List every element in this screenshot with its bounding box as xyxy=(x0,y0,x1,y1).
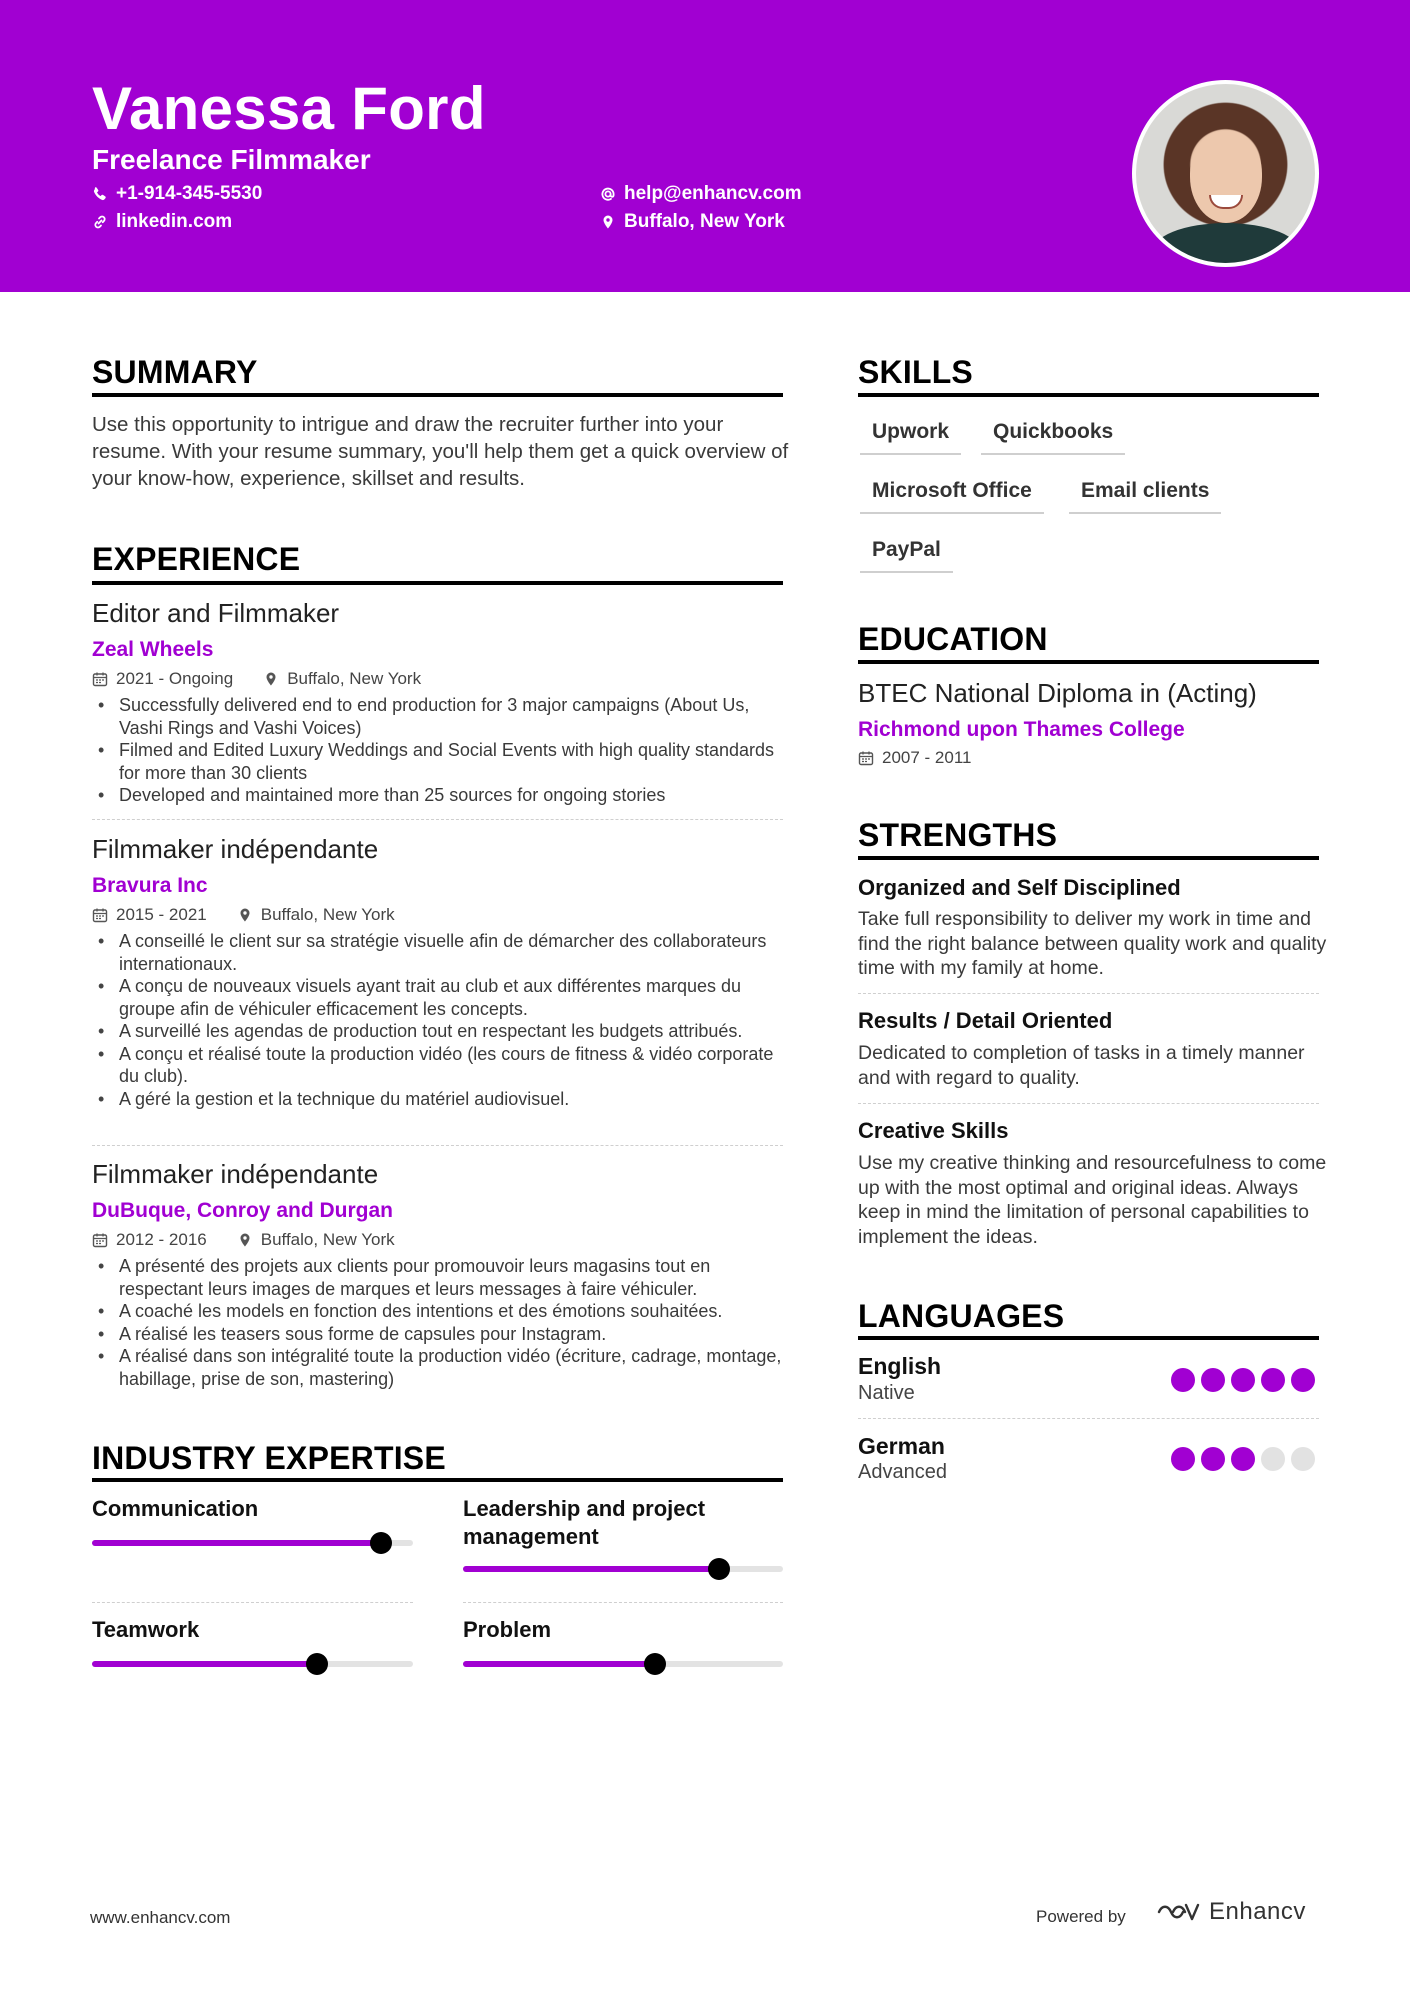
list-item: • A géré la gestion et la technique du matériel audiovisuel. xyxy=(92,1088,792,1111)
rating-dot-filled xyxy=(1201,1368,1225,1392)
summary-heading: SUMMARY xyxy=(92,354,258,390)
calendar-icon xyxy=(92,1232,108,1248)
education-degree: BTEC National Diploma in (Acting) xyxy=(858,678,1257,708)
education-dates: 2007 - 2011 xyxy=(882,748,972,767)
company-name: DuBuque, Conroy and Durgan xyxy=(92,1199,393,1222)
divider xyxy=(858,1418,1319,1419)
job-title: Filmmaker indépendante xyxy=(92,1159,379,1189)
skill-tag: PayPal xyxy=(860,538,953,573)
email-text: help@enhancv.com xyxy=(624,183,802,204)
portrait-image xyxy=(1136,84,1315,263)
expertise-bar-knob xyxy=(708,1558,730,1580)
expertise-bar-knob xyxy=(306,1653,328,1675)
language-level: Advanced xyxy=(858,1461,947,1483)
language-level: Native xyxy=(858,1382,915,1404)
footer-url[interactable]: www.enhancv.com xyxy=(90,1908,231,1927)
phone-text: +1-914-345-5530 xyxy=(116,183,263,204)
job-location: Buffalo, New York xyxy=(260,1230,395,1249)
job-location: Buffalo, New York xyxy=(260,905,395,924)
expertise-bar-knob xyxy=(644,1653,666,1675)
list-item: • A coaché les models en fonction des intentions et des émotions souhaitées. xyxy=(92,1300,792,1323)
calendar-icon xyxy=(858,750,874,766)
rating-dot-filled xyxy=(1291,1368,1315,1392)
profile-photo xyxy=(1132,80,1319,267)
phone-icon xyxy=(92,186,108,202)
job-dates: 2021 - Ongoing xyxy=(116,669,234,688)
experience-heading: EXPERIENCE xyxy=(92,541,301,577)
email-contact[interactable] xyxy=(600,183,802,205)
expertise-label: Problem xyxy=(463,1617,552,1642)
rating-dot-filled xyxy=(1231,1447,1255,1471)
list-item: • Successfully delivered end to end production for 3 major campaigns (About Us, Vashi Rings and Vashi Voices) xyxy=(92,694,792,739)
enhancv-logo-icon xyxy=(1155,1899,1201,1925)
rating-dot-filled xyxy=(1171,1368,1195,1392)
job-title: Editor and Filmmaker xyxy=(92,598,340,628)
expertise-bar-fill xyxy=(92,1540,381,1546)
portrait-face xyxy=(1190,131,1262,223)
strength-text: Take full responsibility to deliver my work in time and find the right balance between quality work and quality time with my family at home. xyxy=(858,908,1327,979)
job-title: Filmmaker indépendante xyxy=(92,834,379,864)
language-rating xyxy=(1171,1447,1315,1471)
expertise-label: Leadership and project management xyxy=(463,1496,706,1549)
job-bullets xyxy=(92,694,792,807)
expertise-bar-knob xyxy=(370,1532,392,1554)
linkedin-contact[interactable] xyxy=(92,211,232,233)
calendar-icon xyxy=(92,907,108,923)
language-name: English xyxy=(858,1353,942,1379)
strengths-heading: STRENGTHS xyxy=(858,817,1058,853)
rating-dot-filled xyxy=(1261,1368,1285,1392)
header-banner xyxy=(0,0,1410,292)
location-contact xyxy=(600,211,785,233)
strengths-rule xyxy=(858,856,1319,860)
divider xyxy=(463,1602,783,1603)
link-icon xyxy=(92,214,108,230)
list-item: • A conseillé le client sur sa stratégie visuelle afin de démarcher des collaborateurs internationaux. xyxy=(92,930,792,975)
job-bullets xyxy=(92,1255,792,1390)
expertise-bar-fill xyxy=(463,1661,655,1667)
languages-heading: LANGUAGES xyxy=(858,1298,1065,1334)
company-name: Bravura Inc xyxy=(92,874,208,897)
rating-dot-empty xyxy=(1261,1447,1285,1471)
rating-dot-filled xyxy=(1231,1368,1255,1392)
education-meta xyxy=(858,748,971,768)
divider xyxy=(92,819,783,820)
phone-contact[interactable] xyxy=(92,183,262,205)
experience-rule xyxy=(92,581,783,585)
list-item: • Filmed and Edited Luxury Weddings and Social Events with high quality standards for more than 30 clients xyxy=(92,739,792,784)
list-item: • A conçu de nouveaux visuels ayant trait au club et aux différentes marques du groupe afin de véhiculer efficacement les concepts. xyxy=(92,975,792,1020)
summary-rule xyxy=(92,393,783,397)
list-item: • A surveillé les agendas de production tout en respectant les budgets attribués. xyxy=(92,1020,792,1043)
rating-dot-empty xyxy=(1291,1447,1315,1471)
language-rating xyxy=(1171,1368,1315,1392)
education-rule xyxy=(858,660,1319,664)
expertise-label: Communication xyxy=(92,1496,259,1521)
list-item: • Developed and maintained more than 25 sources for ongoing stories xyxy=(92,784,792,807)
strength-title: Results / Detail Oriented xyxy=(858,1008,1113,1033)
job-meta xyxy=(92,669,421,689)
strength-title: Creative Skills xyxy=(858,1118,1009,1143)
company-name: Zeal Wheels xyxy=(92,638,214,661)
list-item: • A conçu et réalisé toute la production vidéo (les cours de fitness & vidéo corporate du club). xyxy=(92,1043,792,1088)
location-pin-icon xyxy=(237,1232,253,1248)
divider xyxy=(858,1103,1319,1104)
job-dates: 2015 - 2021 xyxy=(116,905,207,924)
calendar-icon xyxy=(92,671,108,687)
list-item: • A réalisé dans son intégralité toute la production vidéo (écriture, cadrage, montage, habillage, prise de son, mastering) xyxy=(92,1345,792,1390)
location-pin-icon xyxy=(237,907,253,923)
expertise-rule xyxy=(92,1478,783,1482)
expertise-bar-fill xyxy=(92,1661,317,1667)
expertise-label: Teamwork xyxy=(92,1617,200,1642)
list-item: • A réalisé les teasers sous forme de capsules pour Instagram. xyxy=(92,1323,792,1346)
rating-dot-filled xyxy=(1201,1447,1225,1471)
divider xyxy=(92,1145,783,1146)
strength-text: Use my creative thinking and resourcefulness to come up with the most optimal and original ideas. Always keep in mind the limitation of personal capabilities to implement the ideas. xyxy=(858,1152,1327,1248)
strength-title: Organized and Self Disciplined xyxy=(858,875,1181,900)
languages-rule xyxy=(858,1336,1319,1340)
candidate-title: Freelance Filmmaker xyxy=(92,144,371,175)
skill-tag: Email clients xyxy=(1069,479,1221,514)
skill-tag: Microsoft Office xyxy=(860,479,1044,514)
brand-logo[interactable] xyxy=(1155,1898,1306,1926)
expertise-bar xyxy=(92,1540,413,1546)
powered-by-label: Powered by xyxy=(1036,1907,1126,1926)
brand-name: Enhancv xyxy=(1209,1898,1306,1925)
location-text: Buffalo, New York xyxy=(624,211,785,232)
job-bullets xyxy=(92,930,792,1110)
expertise-heading: INDUSTRY EXPERTISE xyxy=(92,1440,446,1476)
job-meta xyxy=(92,1230,395,1250)
location-pin-icon xyxy=(263,671,279,687)
job-dates: 2012 - 2016 xyxy=(116,1230,207,1249)
expertise-bar xyxy=(463,1661,783,1667)
summary-text: Use this opportunity to intrigue and draw the recruiter further into your resume. With your resume summary, you'll help them get a quick overview of your know-how, experience, skillset and results. xyxy=(92,413,789,490)
skill-tag: Upwork xyxy=(860,420,961,455)
candidate-name: Vanessa Ford xyxy=(92,75,486,142)
language-name: German xyxy=(858,1433,945,1459)
job-meta xyxy=(92,905,395,925)
education-heading: EDUCATION xyxy=(858,621,1048,657)
job-location: Buffalo, New York xyxy=(287,669,422,688)
linkedin-text: linkedin.com xyxy=(116,211,233,232)
at-icon xyxy=(600,186,616,202)
divider xyxy=(92,1602,413,1603)
expertise-bar xyxy=(92,1661,413,1667)
skill-tag: Quickbooks xyxy=(981,420,1125,455)
education-school: Richmond upon Thames College xyxy=(858,718,1185,741)
location-pin-icon xyxy=(600,214,616,230)
expertise-bar-fill xyxy=(463,1566,719,1572)
strength-text: Dedicated to completion of tasks in a timely manner and with regard to quality. xyxy=(858,1042,1305,1089)
skills-heading: SKILLS xyxy=(858,354,973,390)
list-item: • A présenté des projets aux clients pour promouvoir leurs magasins tout en respectant leurs images de marques et leurs messages à faire véhiculer. xyxy=(92,1255,792,1300)
rating-dot-filled xyxy=(1171,1447,1195,1471)
skills-rule xyxy=(858,393,1319,397)
expertise-bar xyxy=(463,1566,783,1572)
portrait-shirt xyxy=(1151,223,1301,263)
divider xyxy=(858,993,1319,994)
